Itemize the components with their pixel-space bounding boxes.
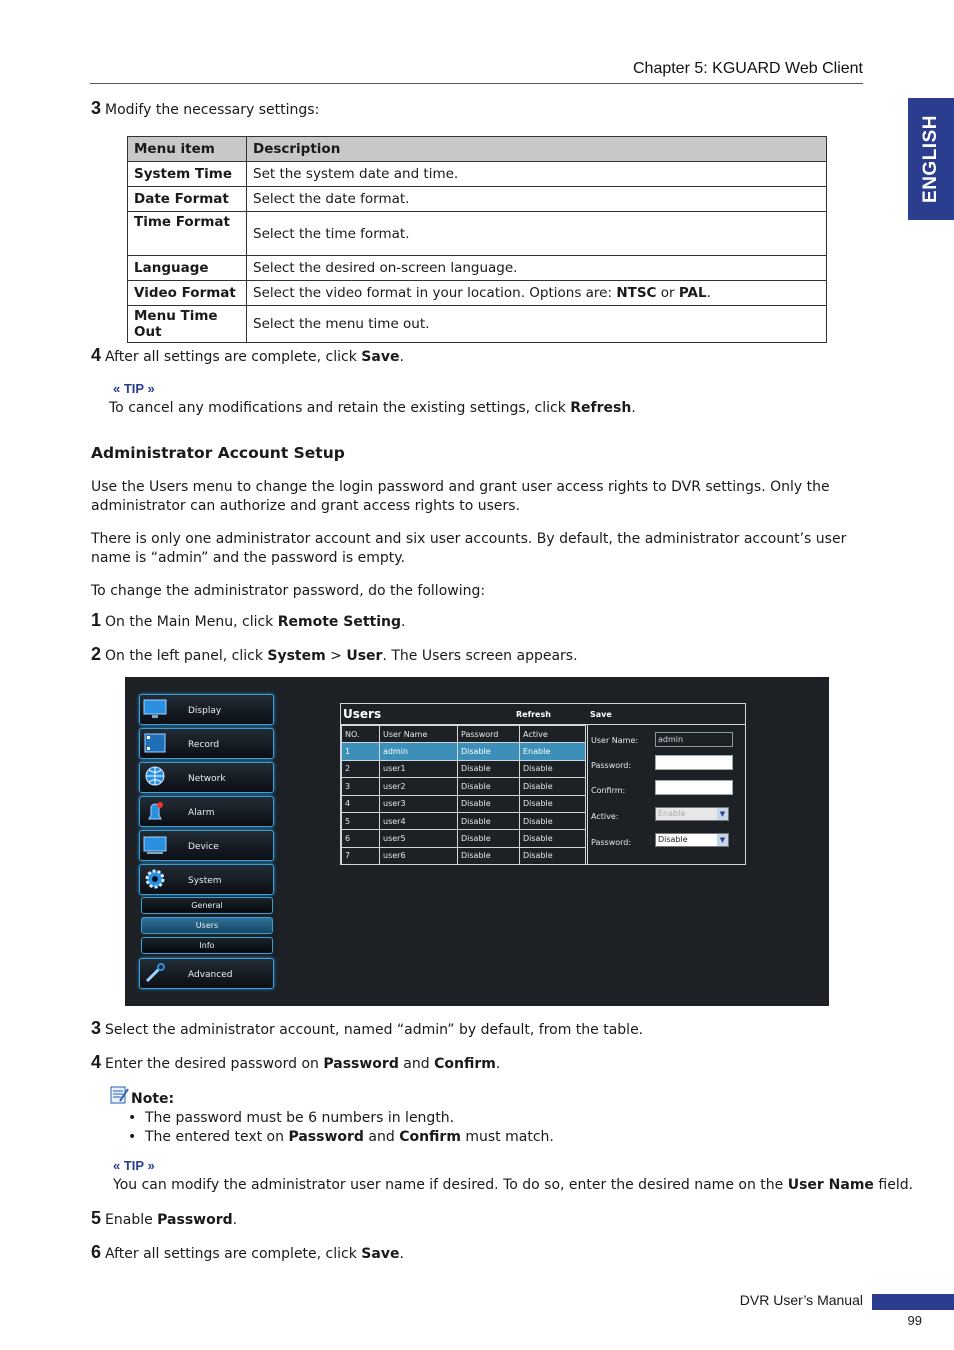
step-number: 6 [91,1242,102,1262]
save-button[interactable]: Save [590,710,612,719]
cell-no: 2 [342,760,380,777]
save-bold: Save [361,349,400,365]
col-active: Active [520,726,586,743]
step-3-select-admin [91,1019,643,1039]
users-table-header [342,726,586,743]
table-row[interactable] [342,743,586,760]
gear-icon [143,867,167,891]
table-row [128,212,827,256]
confirm-label: Confirm: [591,786,626,795]
cell-active: Disable [520,812,586,829]
tip-text-part: . [631,400,636,416]
tip-text [113,1176,913,1195]
menu-label: Device [188,842,219,852]
menu-label: Network [188,774,226,784]
cell-password: Disable [458,847,520,864]
menu-device-button[interactable] [139,830,274,861]
list-item: • The password must be 6 numbers in length. [128,1109,554,1128]
cell-no: 1 [342,743,380,760]
step-text: . [401,614,406,630]
menu-label: Alarm [188,808,215,818]
remote-setting-bold: Remote Setting [277,614,402,630]
active-select-value: Enable [658,809,686,818]
user-edit-form [587,725,745,865]
cell-user: user1 [380,760,458,777]
menu-advanced-button[interactable] [139,958,274,989]
table-row [128,162,827,187]
menu-item-cell: Video Format [128,281,247,306]
cell-user: user5 [380,830,458,847]
section-title: Administrator Account Setup [91,444,345,462]
step-number: 1 [91,610,102,630]
cell-user: admin [380,743,458,760]
cell-password: Disable [458,830,520,847]
step-1-remote-setting [91,611,405,631]
step-text: and [398,1056,435,1072]
step-text: . [232,1212,238,1228]
user-name-bold: User Name [787,1177,874,1193]
cell-active: Enable [520,743,586,760]
header-description: Description [247,137,827,162]
password-input[interactable] [655,755,733,770]
tip-text [109,399,636,418]
cell-active: Disable [520,795,586,812]
table-row[interactable] [342,760,586,777]
alarm-icon [143,799,167,823]
tip-label: « TIP » [113,381,155,396]
password-bold: Password [323,1056,399,1072]
ntsc-bold: NTSC [616,285,657,301]
tools-icon [143,961,167,985]
device-icon [143,833,167,857]
step-text: On the left panel, click [105,648,268,664]
step-number: 3 [91,1018,102,1038]
step-5-enable-password [91,1209,237,1229]
cell-password: Disable [458,778,520,795]
table-row[interactable] [342,795,586,812]
step-4-save [91,346,404,366]
desc-text: Select the video format in your location. Options are: [253,285,617,301]
cell-password: Disable [458,795,520,812]
pal-bold: PAL [678,285,707,301]
step-text: On the Main Menu, click [105,614,278,630]
paragraph: There is only one administrator account and six user accounts. By default, the administrator account’s user name is “admin” and the password is empty. [91,531,847,566]
note-list [128,1109,554,1147]
col-no: NO. [342,726,380,743]
step-text: . The Users screen appears. [382,648,578,664]
header-menu-item: Menu item [128,137,247,162]
cell-user: user2 [380,778,458,795]
refresh-bold: Refresh [570,400,632,416]
password-label: Password: [591,761,632,770]
table-row [128,187,827,212]
menu-alarm-button[interactable] [139,796,274,827]
password-bold: Password [288,1129,364,1145]
footer-bar [872,1294,954,1310]
cell-password: Disable [458,760,520,777]
users-panel-header [341,704,745,725]
user-bold: User [346,648,383,664]
description-cell: Set the system date and time. [247,162,827,187]
step-6-save [91,1243,404,1263]
tip-text-part: To cancel any modifications and retain the existing settings, click [109,400,571,416]
settings-description-table [127,136,827,343]
menu-display-button[interactable] [139,694,274,725]
refresh-button[interactable]: Refresh [516,710,551,719]
save-bold: Save [361,1246,400,1262]
system-bold: System [267,648,326,664]
table-row [128,281,827,306]
menu-label: Record [188,740,220,750]
note-text: The entered text on [145,1129,289,1145]
list-item [128,1128,554,1147]
step-text: Modify the necessary settings: [105,102,320,118]
active-label: Active: [591,812,619,821]
menu-network-button[interactable] [139,762,274,793]
users-panel-title: Users [343,707,382,721]
cell-no: 3 [342,778,380,795]
col-password: Password [458,726,520,743]
description-cell: Select the desired on-screen language. [247,256,827,281]
table-row [128,256,827,281]
description-cell: Select the menu time out. [247,306,827,343]
step-2-system-user [91,645,578,665]
step-3-modify [91,99,319,119]
cell-active: Disable [520,778,586,795]
step-4-enter-password [91,1053,500,1073]
step-text: After all settings are complete, click [105,349,362,365]
cell-password: Disable [458,743,520,760]
note-text: must match. [460,1129,554,1145]
cell-active: Disable [520,847,586,864]
cell-user: user4 [380,812,458,829]
step-number: 5 [91,1208,102,1228]
step-text: . [399,1246,404,1262]
desc-text: . [706,285,711,301]
menu-record-button[interactable] [139,728,274,759]
active-select [655,807,729,821]
cell-no: 4 [342,795,380,812]
submenu-general[interactable]: General [141,897,273,914]
table-row [128,306,827,343]
cell-active: Disable [520,830,586,847]
language-side-tab [908,98,954,220]
step-text: After all settings are complete, click [105,1246,362,1262]
desc-text: or [656,285,679,301]
step-text: Enter the desired password on [105,1056,324,1072]
paragraph: To change the administrator password, do the following: [91,583,486,599]
page-number: 99 [907,1313,922,1328]
cell-user: user3 [380,795,458,812]
confirm-bold: Confirm [434,1056,496,1072]
tip-label: « TIP » [113,1158,155,1173]
confirm-input[interactable] [655,780,733,795]
password-bold: Password [157,1212,233,1228]
password-enable-label: Password: [591,838,632,847]
password-enable-value: Disable [658,835,688,844]
table-row[interactable] [342,830,586,847]
description-cell [247,281,827,306]
submenu-users[interactable]: Users [141,917,273,934]
chevron-down-icon: ▼ [717,834,728,846]
note-label: Note: [131,1091,175,1107]
step-text: Select the administrator account, named “admin” by default, from the table. [105,1022,644,1038]
paragraph: Use the Users menu to change the login password and grant user access rights to DVR settings. Only the administrator can authorize and grant access rights to users. [91,479,830,514]
col-user-name: User Name [380,726,458,743]
users-screen-screenshot [125,677,829,1006]
footer-manual-title: DVR User’s Manual [739,1292,863,1308]
monitor-icon [143,697,167,721]
note-text: and [363,1129,400,1145]
cell-password: Disable [458,812,520,829]
users-panel [340,703,746,865]
table-row[interactable] [342,847,586,864]
description-cell: Select the date format. [247,187,827,212]
menu-item-cell: System Time [128,162,247,187]
step-text: Enable [105,1212,158,1228]
menu-system-button[interactable] [139,864,274,895]
table-row[interactable] [342,778,586,795]
header-rule [90,83,863,84]
menu-item-cell: Time Format [128,212,247,256]
note-icon [108,1085,130,1105]
step-number: 3 [91,98,102,118]
step-number: 4 [91,1052,102,1072]
step-number: 4 [91,345,102,365]
menu-item-cell: Date Format [128,187,247,212]
menu-label: Advanced [188,970,233,980]
tip-text-part: field. [873,1177,914,1193]
chevron-down-icon: ▼ [717,808,728,820]
step-number: 2 [91,644,102,664]
menu-label: Display [188,706,222,716]
cell-no: 6 [342,830,380,847]
cell-user: user6 [380,847,458,864]
confirm-bold: Confirm [399,1129,461,1145]
table-header-row [128,137,827,162]
side-tab-label: ENGLISH [920,115,941,203]
user-name-label: User Name: [591,736,639,745]
menu-label: System [188,876,222,886]
submenu-info[interactable]: Info [141,937,273,954]
chapter-header: Chapter 5: KGUARD Web Client [632,60,863,77]
film-icon [143,731,167,755]
step-text: . [399,349,404,365]
table-row[interactable] [342,812,586,829]
globe-icon [143,765,167,789]
menu-item-cell: Menu Time Out [128,306,247,343]
cell-active: Disable [520,760,586,777]
step-text: . [495,1056,501,1072]
password-enable-select[interactable] [655,833,729,847]
tip-text-part: You can modify the administrator user name if desired. To do so, enter the desired name on the [113,1177,788,1193]
users-table [341,725,586,865]
cell-no: 5 [342,812,380,829]
menu-item-cell: Language [128,256,247,281]
step-text: > [325,648,347,664]
user-name-input[interactable]: admin [655,732,733,747]
description-cell: Select the time format. [247,212,827,256]
cell-no: 7 [342,847,380,864]
